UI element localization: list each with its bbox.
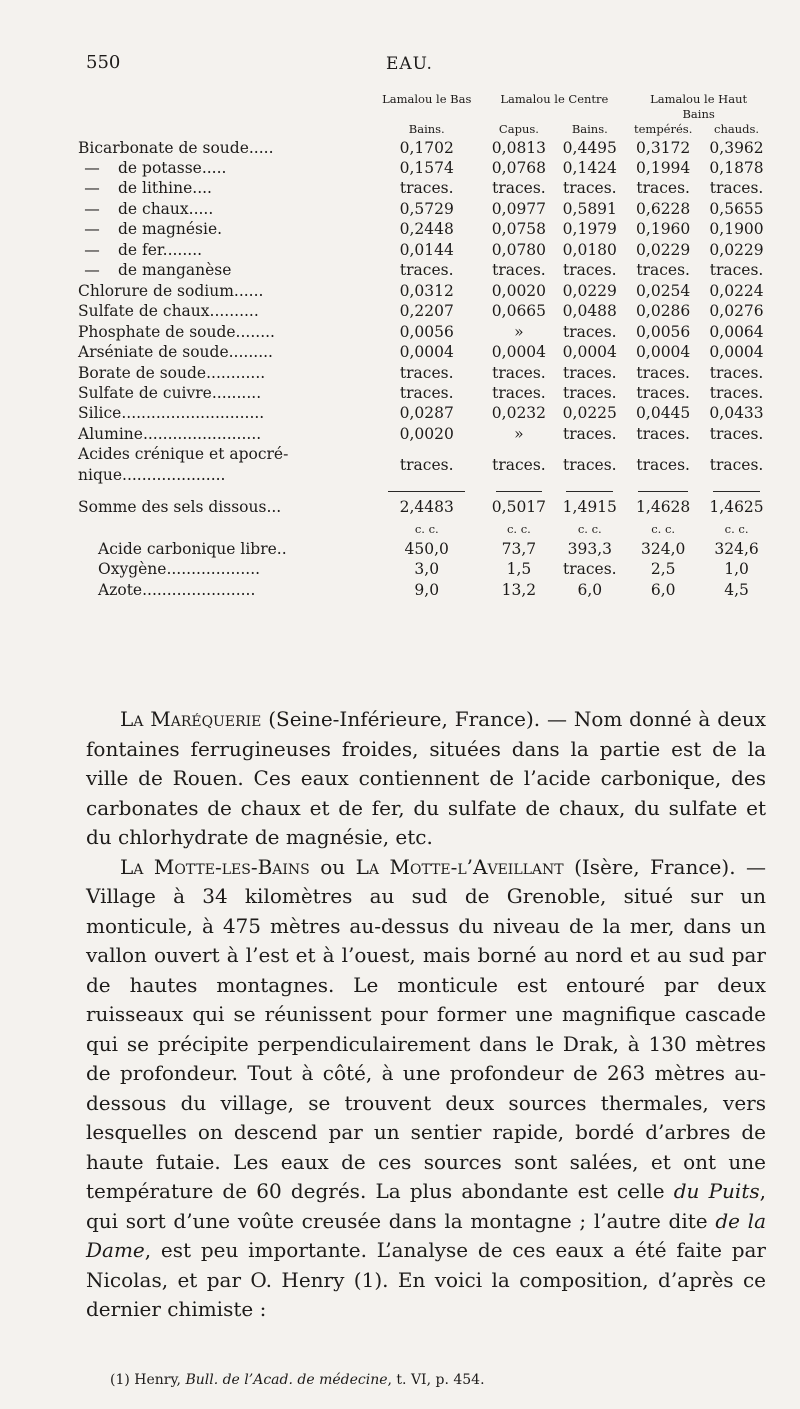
cell-value: 0,5729 bbox=[399, 199, 454, 218]
cell-value: traces. bbox=[636, 261, 690, 280]
cell-value: traces. bbox=[492, 455, 546, 474]
table-row bbox=[76, 138, 772, 158]
entry-title: La Motte-les-Bains bbox=[120, 854, 310, 879]
cell-value: 0,0004 bbox=[636, 343, 691, 362]
cell-value: 73,7 bbox=[501, 539, 537, 558]
paragraph-body: , qui sort d’une voûte creusée dans la montagne ; l’autre dite bbox=[86, 1179, 766, 1233]
rule-line bbox=[496, 491, 543, 492]
row-label bbox=[76, 363, 370, 383]
cell-value: 0,1994 bbox=[636, 158, 691, 177]
cell-value: 450,0 bbox=[404, 539, 449, 558]
cell-value: 0,0020 bbox=[491, 281, 547, 300]
cell-value: traces. bbox=[399, 261, 454, 280]
cell-value: 0,0758 bbox=[491, 220, 547, 239]
cell-value: 0,0229 bbox=[709, 240, 764, 259]
group-header-lamalou-haut-label: Lamalou le Haut bbox=[650, 92, 748, 106]
cell-value: 3,0 bbox=[414, 560, 440, 579]
ditto-dash: — bbox=[84, 261, 100, 280]
row-label-text: de fer........ bbox=[118, 240, 203, 259]
cell-value: 0,0004 bbox=[562, 343, 617, 362]
cell-value: traces. bbox=[562, 363, 617, 382]
cell-value: 324,6 bbox=[714, 539, 759, 558]
cell-value: 6,0 bbox=[577, 580, 603, 599]
cell-value: 0,0276 bbox=[709, 302, 764, 321]
cell-value: 393,3 bbox=[567, 539, 612, 558]
cell-value: » bbox=[514, 424, 524, 443]
cell-value: 0,0232 bbox=[491, 404, 547, 423]
cell-value: 2,5 bbox=[650, 560, 676, 579]
table-row bbox=[76, 301, 772, 321]
cell-value: traces. bbox=[636, 179, 690, 198]
cell-value: 0,0004 bbox=[399, 343, 454, 362]
cell-value: 0,0229 bbox=[562, 281, 617, 300]
row-label bbox=[76, 539, 370, 559]
table-row bbox=[76, 580, 772, 600]
italic-term: de la Dame bbox=[86, 1208, 766, 1262]
group-header-lamalou-centre: Lamalou le Centre bbox=[500, 92, 609, 106]
row-label bbox=[76, 260, 370, 280]
cell-value: traces. bbox=[562, 261, 617, 280]
cell-value: 13,2 bbox=[501, 580, 537, 599]
row-label-text: Alumine........................ bbox=[78, 424, 262, 443]
row-label bbox=[76, 444, 370, 485]
row-label-text: Azote....................... bbox=[98, 580, 256, 599]
cell-value: traces. bbox=[562, 560, 617, 579]
analysis-table bbox=[76, 92, 772, 600]
paragraph-body: (Seine-Inférieure, France). — Nom donné à deux fontaines ferrugineuses froides, situées dans la partie est de la ville de Rouen. Ces eaux contiennent de l’acide carbonique, des carbonates de chaux et de fer, du sulfate de chaux, du sulfate et du chlorhydrate de magnésie, etc. bbox=[86, 707, 766, 849]
cell-value: » bbox=[514, 322, 524, 341]
cell-value: 0,1424 bbox=[562, 158, 617, 177]
cell-value: 0,0287 bbox=[399, 404, 454, 423]
cell-value: traces. bbox=[492, 383, 546, 402]
cell-value: 0,3172 bbox=[636, 138, 691, 157]
ditto-dash: — bbox=[84, 199, 100, 218]
row-label-text: Acide carbonique libre.. bbox=[98, 539, 287, 558]
row-label-text: Sulfate de chaux.......... bbox=[78, 302, 259, 321]
cell-value: traces. bbox=[492, 261, 546, 280]
cell-value: 1,0 bbox=[724, 560, 749, 579]
cell-value: 0,0224 bbox=[709, 281, 764, 300]
row-label-text: Borate de soude............ bbox=[78, 363, 266, 382]
rule-line bbox=[713, 491, 760, 492]
cell-value: 0,0225 bbox=[562, 404, 617, 423]
sub-header: Capus. bbox=[498, 122, 539, 137]
cell-value: 0,0064 bbox=[709, 322, 764, 341]
cell-value: 0,0180 bbox=[562, 240, 617, 259]
cell-value: 0,0229 bbox=[636, 240, 691, 259]
cell-value: traces. bbox=[562, 424, 617, 443]
cell-value: 0,0768 bbox=[491, 158, 547, 177]
row-label-text: de lithine.... bbox=[118, 179, 212, 198]
paragraph-connector: ou bbox=[309, 854, 356, 879]
cell-value: 0,1960 bbox=[636, 220, 691, 239]
row-label: Somme des sels dissous... bbox=[78, 498, 282, 517]
ditto-dash: — bbox=[84, 158, 100, 177]
acides-row-group bbox=[76, 444, 772, 539]
cell-value: traces. bbox=[636, 455, 690, 474]
cell-value: traces. bbox=[562, 179, 617, 198]
table-row bbox=[76, 363, 772, 383]
page-number: 550 bbox=[86, 52, 121, 73]
table-row bbox=[76, 219, 772, 239]
rule-line bbox=[566, 491, 613, 492]
unit-label: c. c. bbox=[577, 521, 602, 536]
italic-term: du Puits bbox=[673, 1179, 760, 1203]
entry-title-alt: La Motte-l’Aveillant bbox=[355, 854, 564, 879]
cell-value: 0,0254 bbox=[636, 281, 691, 300]
cell-value: traces. bbox=[399, 179, 454, 198]
row-label-text: Phosphate de soude........ bbox=[78, 322, 275, 341]
total-row bbox=[76, 497, 772, 517]
row-label bbox=[76, 219, 370, 239]
footnote-prefix: (1) Henry, bbox=[110, 1372, 186, 1388]
row-label bbox=[76, 424, 370, 444]
sub-header: tempérés. bbox=[633, 122, 693, 137]
row-label-text: Arséniate de soude......... bbox=[78, 343, 273, 362]
cell-value: 0,0445 bbox=[636, 404, 691, 423]
table-row bbox=[76, 559, 772, 579]
table-row bbox=[76, 240, 772, 260]
cell-value: 0,5017 bbox=[491, 498, 547, 517]
cell-value: 0,2207 bbox=[399, 302, 454, 321]
cell-value: 0,0004 bbox=[709, 343, 764, 362]
table-row bbox=[76, 444, 772, 485]
paragraph-la-marequerie bbox=[86, 705, 766, 853]
cell-value: 1,4625 bbox=[709, 498, 764, 517]
row-label-text: Silice............................. bbox=[78, 404, 265, 423]
cell-value: 0,0813 bbox=[491, 138, 547, 157]
cell-value: 0,2448 bbox=[399, 220, 454, 239]
table-row bbox=[76, 424, 772, 444]
row-label-text: de chaux..... bbox=[118, 199, 214, 218]
ditto-dash: — bbox=[84, 179, 100, 198]
row-label bbox=[76, 322, 370, 342]
body-text bbox=[86, 705, 766, 1325]
paragraph-body: , est peu importante. L’analyse de ces eaux a été faite par Nicolas, et par O. Henry (1). En voici la composition, d’après ce dernier chimiste : bbox=[86, 1238, 766, 1321]
row-label-text: de potasse..... bbox=[118, 158, 227, 177]
cell-value: 1,5 bbox=[506, 560, 532, 579]
cell-value: traces. bbox=[399, 383, 454, 402]
footnote-source: Bull. de l’Acad. de médecine bbox=[185, 1372, 388, 1388]
rule-line bbox=[388, 491, 465, 492]
cell-value: 0,0780 bbox=[491, 240, 547, 259]
cell-value: 0,5891 bbox=[562, 199, 617, 218]
cell-value: 1,4628 bbox=[636, 498, 691, 517]
group-header-bains-label: Bains bbox=[682, 107, 715, 122]
row-label-text: Bicarbonate de soude..... bbox=[78, 138, 274, 157]
units-row bbox=[76, 518, 772, 539]
running-title: EAU. bbox=[386, 54, 433, 74]
table-row bbox=[76, 383, 772, 403]
cell-value: traces. bbox=[709, 261, 764, 280]
sub-header: Bains. bbox=[571, 122, 608, 137]
row-label bbox=[76, 158, 370, 178]
row-label bbox=[76, 199, 370, 219]
row-label bbox=[76, 383, 370, 403]
cell-value: 0,4495 bbox=[562, 138, 617, 157]
unit-label: c. c. bbox=[651, 521, 676, 536]
cell-value: 0,6228 bbox=[636, 199, 691, 218]
row-label bbox=[76, 580, 370, 600]
unit-label: c. c. bbox=[724, 521, 749, 536]
cell-value: 0,0286 bbox=[636, 302, 691, 321]
table-row bbox=[76, 539, 772, 559]
cell-value: traces. bbox=[636, 363, 690, 382]
row-label-text: de manganèse bbox=[118, 261, 232, 280]
paragraph-la-motte-les-bains bbox=[86, 853, 766, 1325]
table-row bbox=[76, 178, 772, 198]
cell-value: traces. bbox=[562, 322, 617, 341]
table-row bbox=[76, 199, 772, 219]
ditto-dash: — bbox=[84, 220, 100, 239]
row-label-line: Acides crénique et apocré- bbox=[78, 445, 289, 464]
cell-value: traces. bbox=[399, 363, 454, 382]
cell-value: 2,4483 bbox=[399, 498, 454, 517]
sum-rule bbox=[76, 485, 772, 497]
cell-value: 0,0665 bbox=[491, 302, 547, 321]
cell-value: traces. bbox=[399, 455, 454, 474]
row-label-text: de magnésie. bbox=[118, 220, 223, 239]
row-label bbox=[76, 403, 370, 423]
cell-value: 6,0 bbox=[650, 580, 676, 599]
cell-value: 0,0144 bbox=[399, 240, 454, 259]
cell-value: 0,0433 bbox=[709, 404, 764, 423]
cell-value: traces. bbox=[709, 363, 764, 382]
table-row bbox=[76, 158, 772, 178]
cell-value: traces. bbox=[636, 383, 690, 402]
cell-value: 324,0 bbox=[640, 539, 686, 558]
gas-rows bbox=[76, 539, 772, 600]
unit-label: c. c. bbox=[414, 521, 439, 536]
table-row bbox=[76, 322, 772, 342]
table-row bbox=[76, 342, 772, 362]
cell-value: traces. bbox=[562, 455, 617, 474]
salt-rows bbox=[76, 138, 772, 445]
cell-value: traces. bbox=[709, 455, 764, 474]
cell-value: traces. bbox=[636, 424, 690, 443]
cell-value: 0,0020 bbox=[399, 424, 454, 443]
row-label bbox=[76, 281, 370, 301]
table-row bbox=[76, 260, 772, 280]
cell-value: 9,0 bbox=[414, 580, 440, 599]
cell-value: traces. bbox=[492, 179, 546, 198]
cell-value: 0,1702 bbox=[399, 138, 454, 157]
cell-value: 0,3962 bbox=[709, 138, 764, 157]
cell-value: 0,0004 bbox=[491, 343, 547, 362]
row-label-text: Sulfate de cuivre.......... bbox=[78, 383, 262, 402]
sub-header: chauds. bbox=[714, 122, 760, 137]
row-label bbox=[76, 342, 370, 362]
footnote bbox=[110, 1372, 485, 1388]
group-header-lamalou-haut bbox=[625, 92, 772, 122]
rule-line bbox=[638, 491, 688, 492]
cell-value: traces. bbox=[562, 383, 617, 402]
row-label-line: nique..................... bbox=[78, 465, 226, 484]
row-label-text: Chlorure de sodium...... bbox=[78, 281, 264, 300]
cell-value: traces. bbox=[492, 363, 546, 382]
cell-value: 0,5655 bbox=[709, 199, 764, 218]
row-label bbox=[76, 240, 370, 260]
entry-title: La Maréquerie bbox=[120, 707, 262, 731]
cell-value: traces. bbox=[709, 179, 764, 198]
group-header-lamalou-bas: Lamalou le Bas bbox=[382, 92, 472, 106]
cell-value: traces. bbox=[709, 424, 764, 443]
paragraph-body: (Isère, France). — Village à 34 kilomètres au sud de Grenoble, situé sur un monticule, à 475 mètres au-dessus du niveau de la mer, dans un vallon ouvert à l’est et à l’ouest, mais borné au nord et au sud par de hautes montagnes. Le monticule est entouré par deux ruisseaux qui se réunissent pour former une magnifique cascade qui se précipite perpendiculairement dans le Drak, à 130 mètres de profondeur. Tout à côté, à une profondeur de 263 mètres au-dessous du village, se trouvent deux sources thermales, vers lesquelles on descend par un sentier rapide, bordé d’arbres de haute futaie. Les eaux de ces sources sont salées, et ont une température de 60 degrés. La plus abondante est celle bbox=[86, 854, 767, 1203]
cell-value: 0,1979 bbox=[562, 220, 617, 239]
cell-value: 0,1574 bbox=[399, 158, 454, 177]
cell-value: 0,0312 bbox=[399, 281, 454, 300]
row-label-text: Oxygène................... bbox=[98, 560, 261, 579]
cell-value: 0,1900 bbox=[709, 220, 764, 239]
unit-label: c. c. bbox=[506, 521, 531, 536]
cell-value: 1,4915 bbox=[562, 498, 617, 517]
row-label bbox=[76, 301, 370, 321]
page-header bbox=[86, 52, 760, 82]
cell-value: 0,1878 bbox=[709, 158, 764, 177]
sub-header: Bains. bbox=[408, 122, 445, 137]
row-label bbox=[76, 559, 370, 579]
table-row bbox=[76, 281, 772, 301]
cell-value: 0,0488 bbox=[562, 302, 617, 321]
row-label bbox=[76, 178, 370, 198]
cell-value: 0,0977 bbox=[491, 199, 547, 218]
cell-value: 0,0056 bbox=[399, 322, 454, 341]
cell-value: traces. bbox=[709, 383, 764, 402]
footnote-suffix: , t. VI, p. 454. bbox=[387, 1372, 485, 1388]
row-label bbox=[76, 138, 370, 158]
cell-value: 0,0056 bbox=[636, 322, 691, 341]
cell-value: 4,5 bbox=[724, 580, 749, 599]
table-row bbox=[76, 403, 772, 423]
ditto-dash: — bbox=[84, 240, 100, 259]
